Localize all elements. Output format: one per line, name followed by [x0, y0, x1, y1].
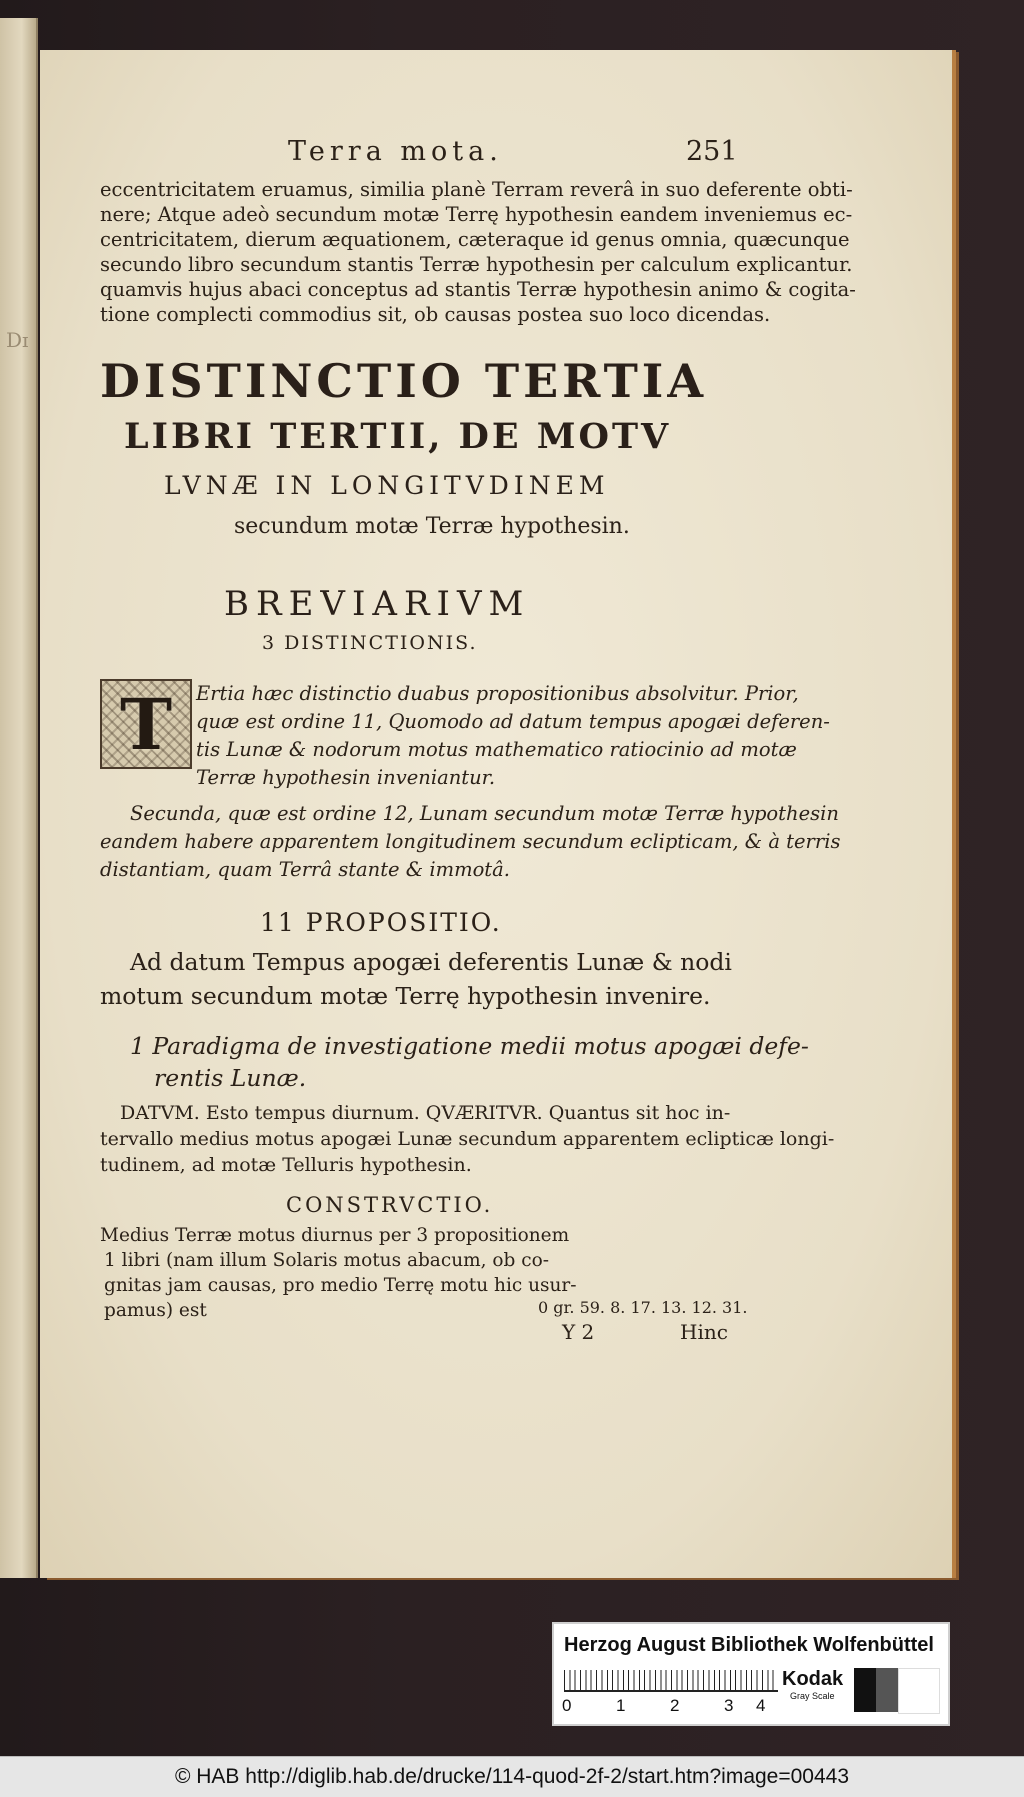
constructio-line: pamus) est: [104, 1300, 207, 1321]
intro-line: quamvis hujus abaci conceptus ad stantis Terræ hypothesin animo & cogita-: [100, 278, 856, 301]
datum-line: tudinem, ad motæ Telluris hypothesin.: [100, 1154, 472, 1176]
constructio-line: Medius Terræ motus diurnus per 3 propositionem: [100, 1225, 570, 1246]
kodak-logo: Kodak: [782, 1668, 844, 1690]
colorcard-ruler: [564, 1670, 778, 1692]
distinctio-subheading-3: secundum motæ Terræ hypothesin.: [234, 514, 630, 539]
catchword: Hinc: [680, 1320, 728, 1344]
page-number: 251: [686, 136, 738, 167]
summary-line: Ertia hæc distinctio duabus propositionibus absolvitur. Prior,: [196, 682, 799, 705]
copyright-text: © HAB http://diglib.hab.de/drucke/114-quod-2f-2/start.htm?image=00443: [174, 1765, 850, 1788]
decorated-initial: [100, 679, 192, 769]
summary-line: tis Lunæ & nodorum motus mathematico ratiocinio ad motæ: [196, 738, 797, 761]
running-head: Terra mota.: [288, 136, 503, 167]
secunda-line: eandem habere apparentem longitudinem secundum eclipticam, & à terris: [100, 830, 841, 853]
decorated-initial-letter: T: [119, 682, 173, 766]
secunda-line: Secunda, quæ est ordine 12, Lunam secundum motæ Terræ hypothesin: [130, 802, 839, 825]
intro-line: secundo libro secundum stantis Terræ hypothesin per calculum explicantur.: [100, 253, 853, 276]
facing-page-edge: [0, 18, 38, 1578]
datum-line: DATVM. Esto tempus diurnum. QVÆRITVR. Quantus sit hoc in-: [120, 1102, 731, 1124]
paradigma-line: rentis Lunæ.: [154, 1064, 307, 1092]
intro-line: centricitatem, dierum æquationem, cæteraque id genus omnia, quæcunque: [100, 228, 850, 251]
colorcard-scale-number: 4: [756, 1696, 766, 1715]
breviarium-title: BREVIARIVM: [224, 584, 531, 624]
intro-line: eccentricitatem eruamus, similia planè Terram reverâ in suo deferente obti-: [100, 178, 853, 201]
breviarium-subtitle: 3 DISTINCTIONIS.: [262, 632, 478, 654]
secunda-line: distantiam, quam Terrâ stante & immotâ.: [100, 858, 510, 881]
color-calibration-card: [552, 1622, 950, 1726]
propositio-line: motum secundum motæ Terrę hypothesin invenire.: [100, 982, 711, 1010]
colorcard-scale-number: 3: [724, 1696, 734, 1715]
paradigma-line: 1 Paradigma de investigatione medii motus apogæi defe-: [130, 1032, 809, 1060]
colorcard-scale-number: 2: [670, 1696, 680, 1715]
distinctio-subheading: LIBRI TERTII, DE MOTV: [124, 416, 672, 457]
constructio-value: 0 gr. 59. 8. 17. 13. 12. 31.: [538, 1298, 748, 1317]
colorcard-title: Herzog August Bibliothek Wolfenbüttel: [564, 1634, 934, 1656]
distinctio-subheading-2: LVNÆ IN LONGITVDINEM: [164, 471, 610, 500]
summary-line: quæ est ordine 11, Quomodo ad datum tempus apogæi deferen-: [196, 710, 830, 733]
intro-line: tione complecti commodius sit, ob causas postea suo loco dicendas.: [100, 303, 771, 326]
datum-line: tervallo medius motus apogæi Lunæ secundum apparentem eclipticæ longi-: [100, 1128, 835, 1150]
facing-page-ghost-letters: Dɪ: [6, 328, 29, 352]
constructio-title: CONSTRVCTIO.: [286, 1193, 494, 1217]
summary-line: Terræ hypothesin inveniantur.: [196, 766, 496, 789]
dark-gray-swatch: [876, 1668, 898, 1712]
distinctio-heading: DISTINCTIO TERTIA: [100, 354, 708, 408]
colorcard-scale-number: 0: [562, 1696, 572, 1715]
propositio-line: Ad datum Tempus apogæi deferentis Lunæ & nodi: [130, 948, 732, 976]
intro-line: nere; Atque adeò secundum motæ Terrę hypothesin eandem inveniemus ec-: [100, 203, 853, 226]
white-swatch: [898, 1668, 940, 1714]
copyright-footer: [0, 1756, 1024, 1797]
constructio-line: gnitas jam causas, pro medio Terrę motu hic usur-: [104, 1275, 577, 1296]
colorcard-scale-number: 1: [616, 1696, 626, 1715]
black-swatch: [854, 1668, 876, 1712]
constructio-line: 1 libri (nam illum Solaris motus abacum, ob co-: [104, 1250, 550, 1271]
gray-scale-label: Gray Scale: [790, 1691, 835, 1701]
signature-mark: Y 2: [562, 1320, 595, 1344]
propositio-title: 11 PROPOSITIO.: [260, 908, 502, 937]
